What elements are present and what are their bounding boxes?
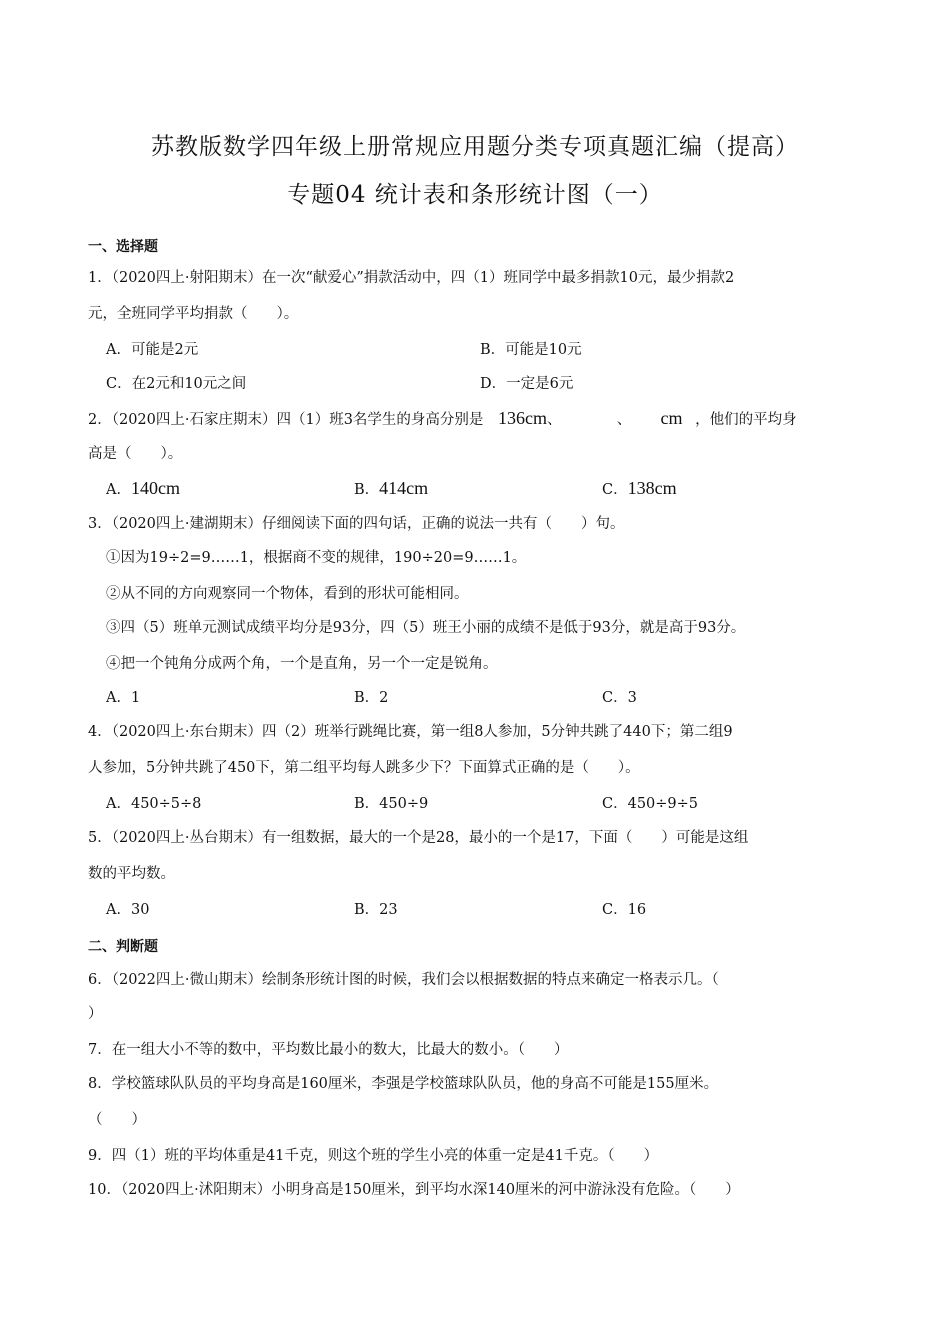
question-5-option-b: B．23 [354, 902, 398, 918]
question-2-option-a-label: A． [106, 482, 131, 498]
question-1-line-1: 1．（2020四上·射阳期末）在一次“献爱心”捐款活动中，四（1）班同学中最多捐款10元，最少捐款2 [88, 270, 735, 286]
question-9-line-1: 9．四（1）班的平均体重是41千克，则这个班的学生小亮的体重一定是41千克。（ ） [88, 1148, 659, 1164]
question-2-option-a [106, 478, 180, 500]
question-3-line-1: 3．（2020四上·建湖期末）仔细阅读下面的四句话，正确的说法一共有（ ）句。 [88, 516, 625, 532]
question-2-option-c-value: 138cm [627, 478, 677, 498]
question-2-unit: cm [660, 408, 683, 428]
question-5-line-1: 5．（2020四上·丛台期末）有一组数据，最大的一个是28，最小的一个是17，下面（ ）可能是这组 [88, 830, 749, 846]
document-title: 苏教版数学四年级上册常规应用题分类专项真题汇编（提高） [151, 134, 799, 160]
question-2-separator-1: 、 [547, 412, 562, 428]
question-5-option-c: C．16 [602, 902, 647, 918]
question-6-line-1: 6．（2022四上·微山期末）绘制条形统计图的时候，我们会以根据数据的特点来确定一格表示几。（ [88, 972, 719, 988]
question-2-line-2: 高是（ ）。 [88, 446, 183, 462]
question-1-option-c: C．在2元和10元之间 [106, 376, 247, 392]
question-8-line-1: 8．学校篮球队队员的平均身高是160厘米，李强是学校篮球队队员，他的身高不可能是155厘米。 [88, 1076, 719, 1092]
question-3-option-c: C．3 [602, 690, 637, 706]
question-5-line-2: 数的平均数。 [88, 866, 175, 882]
question-8-line-2: （ ） [88, 1112, 146, 1128]
question-3-statement-1: ①因为19÷2=9……1，根据商不变的规律，190÷20=9……1。 [106, 550, 527, 566]
section-heading-choice: 一、选择题 [88, 239, 158, 255]
question-2-option-b [354, 478, 428, 500]
question-2-line-1 [88, 408, 797, 430]
question-7-line-1: 7．在一组大小不等的数中，平均数比最小的数大，比最大的数小。（ ） [88, 1042, 569, 1058]
question-6-line-2: ） [88, 1006, 103, 1022]
question-3-option-a: A．1 [106, 690, 141, 706]
question-4-line-1: 4．（2020四上·东台期末）四（2）班举行跳绳比赛，第一组8人参加，5分钟共跳了440下；第二组9 [88, 724, 733, 740]
question-2-option-b-label: B． [354, 482, 380, 498]
question-3-statement-4: ④把一个钝角分成两个角，一个是直角，另一个一定是锐角。 [106, 656, 498, 672]
question-4-option-a: A．450÷5÷8 [106, 796, 202, 812]
question-3-statement-2: ②从不同的方向观察同一个物体，看到的形状可能相同。 [106, 586, 469, 602]
question-2-separator-2: 、 [616, 412, 632, 428]
question-2-option-c-label: C． [602, 482, 628, 498]
section-heading-judge: 二、判断题 [88, 939, 158, 955]
question-2-option-c [602, 478, 677, 500]
question-2-option-a-value: 140cm [130, 478, 180, 498]
question-3-option-b: B．2 [354, 690, 389, 706]
question-1-option-b: B．可能是10元 [480, 342, 582, 358]
question-10-line-1: 10．（2020四上·沭阳期末）小明身高是150厘米，到平均水深140厘米的河中游泳没有危险。（ ） [88, 1182, 740, 1198]
question-1-line-2: 元，全班同学平均捐款（ ）。 [88, 306, 299, 322]
question-2-height-1: 136cm [498, 408, 548, 428]
question-1-option-d: D．一定是6元 [480, 376, 574, 392]
document-subtitle: 专题04 统计表和条形统计图（一） [287, 182, 663, 208]
question-1-option-a: A．可能是2元 [106, 342, 199, 358]
question-2-option-b-value: 414cm [379, 478, 429, 498]
question-4-option-c: C．450÷9÷5 [602, 796, 699, 812]
question-5-option-a: A．30 [106, 902, 150, 918]
question-3-statement-3: ③四（5）班单元测试成绩平均分是93分，四（5）班王小丽的成绩不是低于93分，就是高于93分。 [106, 620, 746, 636]
question-4-option-b: B．450÷9 [354, 796, 429, 812]
question-4-line-2: 人参加，5分钟共跳了450下，第二组平均每人跳多少下？下面算式正确的是（ ）。 [88, 760, 640, 776]
question-2-stem: 2．（2020四上·石家庄期末）四（1）班3名学生的身高分别是 [88, 412, 484, 428]
question-2-stem-end: ，他们的平均身 [695, 412, 797, 428]
